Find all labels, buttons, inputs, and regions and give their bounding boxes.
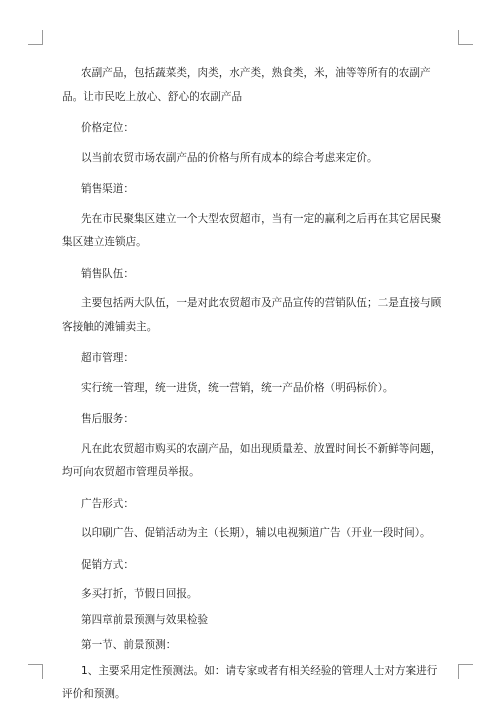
crop-mark-bottom-left — [28, 664, 43, 679]
paragraph-forecast-method: 1、主要采用定性预测法。如：请专家或者有相关经验的管理人士对方案进行评价和预测。 — [62, 664, 438, 700]
paragraph-products: 农副产品，包括蔬菜类，肉类，水产类，熟食类，米，油等等所有的农副产品。让市民吃上放心、舒心的农副产品 — [62, 67, 431, 103]
crop-mark-bottom-right — [458, 664, 473, 679]
chapter-title: 第四章前景预测与效果检验 — [81, 613, 209, 626]
paragraph-after-sales: 凡在此农贸超市购买的农副产品，如出现质量差、放置时间长不新鲜等问题，均可向农贸超市管理员举报。 — [62, 442, 442, 478]
crop-mark-top-right — [458, 30, 473, 45]
document-body — [62, 62, 447, 715]
crop-mark-top-left — [28, 30, 43, 45]
heading-after-sales: 售后服务： — [81, 413, 134, 425]
heading-sales-channel: 销售渠道： — [81, 183, 134, 195]
paragraph-sales-channel: 先在市民聚集区建立一个大型农贸超市，当有一定的赢利之后再在其它居民聚集区建立连锁店。 — [62, 212, 442, 248]
paragraph-supermarket-management: 实行统一管理，统一进货，统一营销，统一产品价格（明码标价）。 — [81, 381, 394, 394]
section-title: 第一节、前景预测： — [81, 639, 177, 651]
paragraph-sales-team: 主要包括两大队伍，一是对此农贸超市及产品宣传的营销队伍；二是直接与顾客接触的滩铺卖主。 — [62, 297, 442, 333]
paragraph-promotion: 多买打折，节假日回报。 — [81, 588, 198, 600]
heading-price-positioning: 价格定位： — [81, 122, 134, 134]
paragraph-price-positioning: 以当前农贸市场农副产品的价格与所有成本的综合考虑来定价。 — [81, 151, 378, 164]
heading-sales-team: 销售队伍： — [81, 267, 134, 280]
heading-supermarket-management: 超市管理： — [81, 352, 134, 364]
heading-promotion: 促销方式： — [81, 558, 134, 571]
paragraph-advertising: 以印刷广告、促销活动为主（长期），辅以电视频道广告（开业一段时间）。 — [81, 527, 431, 539]
heading-advertising: 广告形式： — [81, 497, 134, 510]
